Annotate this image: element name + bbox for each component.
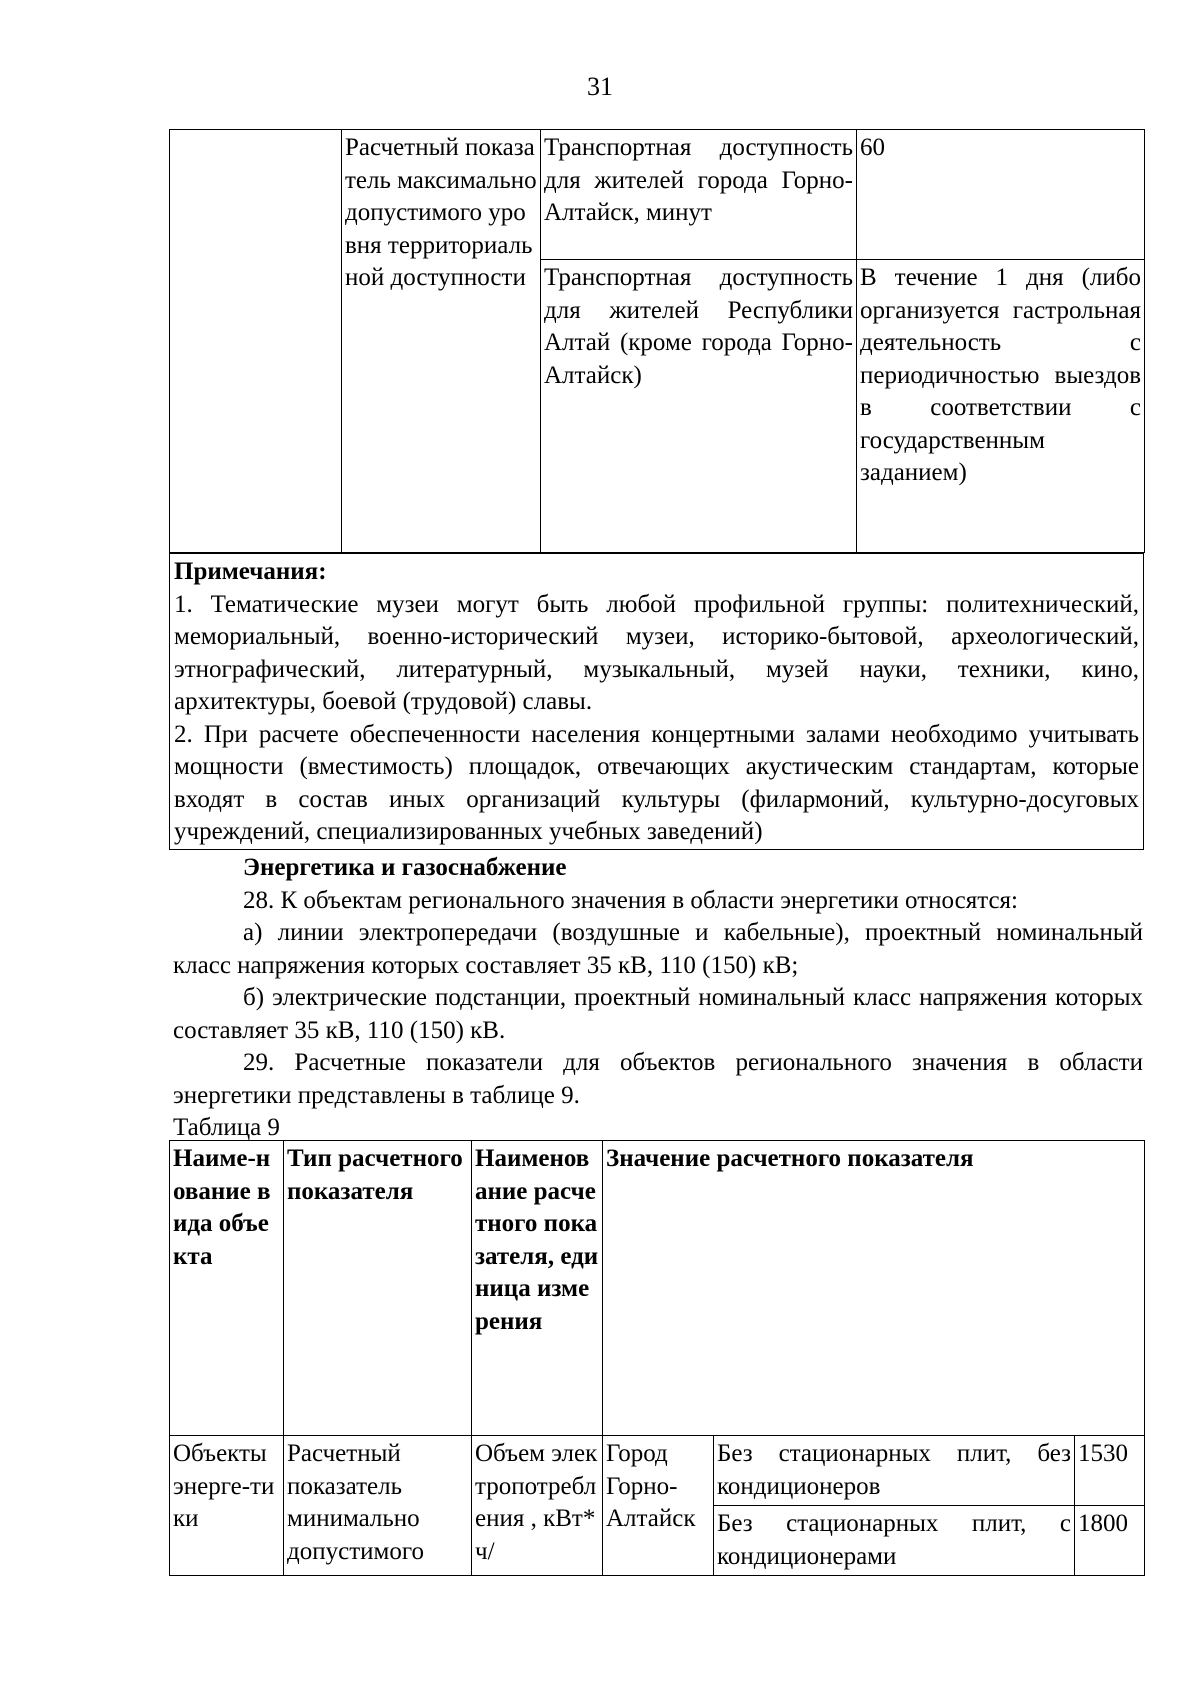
paragraph-28a: а) линии электропередачи (воздушные и кабельные), проектный номинальный класс напряжения которых составляет 35 кВ, 110 (150) кВ; <box>173 919 1143 979</box>
notes-box <box>169 553 1144 850</box>
body-text <box>173 852 1143 1145</box>
indicator-name-cell: Объем электропотребления , кВт*ч/ <box>472 1436 603 1576</box>
empty-object-cell <box>170 130 342 553</box>
note-item: 1. Тематические музеи могут быть любой профильной группы: политехнический, мемориальный, военно-исторический музеи, историко-бытовой, археологический, этнографический, литературный, музыкальный, музей науки, техники, кино, архитектуры, боевой (трудовой) славы. <box>174 590 1139 715</box>
indicator-type-cell: Расчетный показатель максимально допустимого уровня территориальной доступности <box>342 130 541 553</box>
page-number: 31 <box>587 72 613 101</box>
culture-indicators-table-continued <box>169 129 1145 553</box>
table-caption: Таблица 9 <box>173 1114 280 1141</box>
energy-indicators-table <box>169 1140 1145 1576</box>
indicator-name-cell: Транспортная доступность для жителей города Горно-Алтайск, минут <box>541 130 857 260</box>
header-value: Значение расчетного показателя <box>603 1141 1145 1436</box>
header-indicator-type: Тип расчетного показателя <box>284 1141 472 1436</box>
indicator-value-cell: 60 <box>857 130 1145 260</box>
section-heading: Энергетика и газоснабжение <box>243 854 567 881</box>
header-indicator-name: Наименование расчетного показателя, единица измерения <box>472 1141 603 1436</box>
header-object-type: Наиме-нование вида объекта <box>170 1141 284 1436</box>
notes-heading: Примечания: <box>174 558 327 585</box>
value-cell: 1800 <box>1075 1506 1145 1576</box>
indicator-value-cell: В течение 1 дня (либо организуется гастрольная деятельность с периодичностью выездов в соответствии с государственным заданием) <box>857 260 1145 553</box>
condition-cell: Без стационарных плит, с кондиционерами <box>714 1506 1075 1576</box>
locality-cell: Город Горно-Алтайск <box>603 1436 714 1576</box>
condition-cell: Без стационарных плит, без кондиционеров <box>714 1436 1075 1506</box>
paragraph-29: 29. Расчетные показатели для объектов регионального значения в области энергетики представлены в таблице 9. <box>173 1049 1143 1109</box>
note-item: 2. При расчете обеспеченности населения концертными залами необходимо учитывать мощности (вместимость) площадок, отвечающих акустическим стандартам, которые входят в состав иных организаций культуры (филармоний, культурно-досуговых учреждений, специализированных учебных заведений) <box>174 720 1139 845</box>
paragraph-28b: б) электрические подстанции, проектный номинальный класс напряжения которых составляет 35 кВ, 110 (150) кВ. <box>173 984 1143 1044</box>
object-type-cell: Объекты энерге-тики <box>170 1436 284 1576</box>
paragraph-28: 28. К объектам регионального значения в области энергетики относятся: <box>243 886 1018 914</box>
indicator-type-cell: Расчетный показатель минимально допустимого <box>284 1436 472 1576</box>
indicator-name-cell: Транспортная доступность для жителей Республики Алтай (кроме города Горно-Алтайск) <box>541 260 857 553</box>
value-cell: 1530 <box>1075 1436 1145 1506</box>
